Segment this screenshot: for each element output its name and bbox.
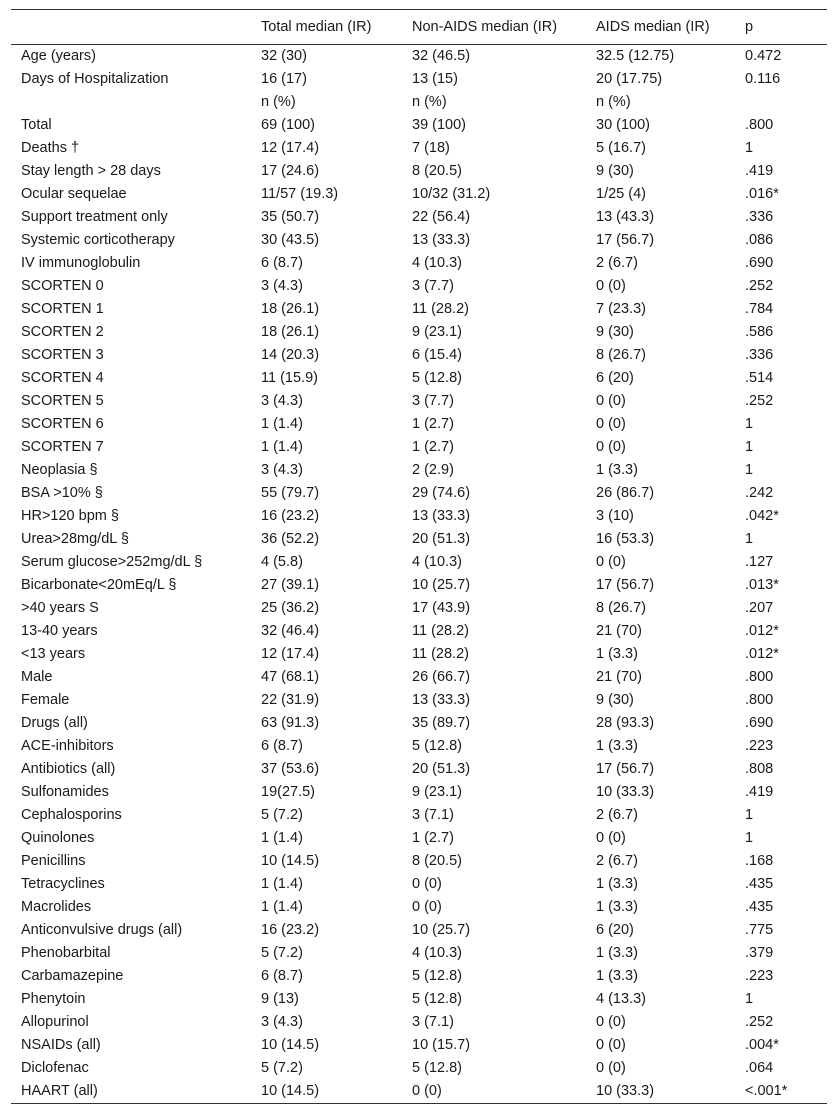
header-cell-p: p bbox=[735, 10, 827, 45]
row-label-cell: SCORTEN 3 bbox=[21, 347, 104, 363]
table-row bbox=[11, 551, 827, 574]
p-value-cell: .800 bbox=[745, 669, 774, 685]
table-row bbox=[11, 597, 827, 620]
aids-cell: 2 (6.7) bbox=[596, 853, 638, 869]
header-cell-non-aids: Non-AIDS median (IR) bbox=[402, 10, 586, 45]
p-value-cell: .379 bbox=[745, 945, 774, 961]
total-cell: 69 (100) bbox=[261, 117, 316, 133]
row-label-cell bbox=[11, 91, 251, 114]
row-label-cell: Bicarbonate<20mEq/L § bbox=[21, 577, 177, 593]
table-row bbox=[11, 712, 827, 735]
non-aids-cell: 5 (12.8) bbox=[412, 738, 462, 754]
p-value-cell: .012* bbox=[745, 623, 779, 639]
non-aids-cell: 17 (43.9) bbox=[412, 600, 471, 616]
p-value-cell: .784 bbox=[745, 301, 774, 317]
aids-cell: 0 (0) bbox=[596, 554, 626, 570]
aids-cell: 26 (86.7) bbox=[596, 485, 655, 501]
p-value-cell: .223 bbox=[745, 738, 774, 754]
total-cell: 36 (52.2) bbox=[261, 531, 320, 547]
table-row bbox=[11, 827, 827, 850]
aids-cell: 30 (100) bbox=[596, 117, 651, 133]
table-row bbox=[11, 229, 827, 252]
table-row bbox=[11, 206, 827, 229]
non-aids-cell: n (%) bbox=[412, 94, 447, 110]
non-aids-cell: 9 (23.1) bbox=[412, 324, 462, 340]
total-cell: 16 (23.2) bbox=[261, 508, 320, 524]
aids-cell: 9 (30) bbox=[596, 324, 634, 340]
non-aids-cell: 29 (74.6) bbox=[412, 485, 471, 501]
non-aids-cell: 1 (2.7) bbox=[412, 416, 454, 432]
total-cell: 32 (46.4) bbox=[261, 623, 320, 639]
non-aids-cell: 10 (25.7) bbox=[412, 922, 471, 938]
total-cell: 11/57 (19.3) bbox=[261, 186, 339, 202]
total-cell: 55 (79.7) bbox=[261, 485, 320, 501]
non-aids-cell: 4 (10.3) bbox=[412, 945, 462, 961]
total-cell: 16 (17) bbox=[261, 71, 307, 87]
p-value-cell: 1 bbox=[745, 462, 754, 478]
total-cell: 5 (7.2) bbox=[261, 945, 303, 961]
row-label-cell: Penicillins bbox=[21, 853, 86, 869]
non-aids-cell: 5 (12.8) bbox=[412, 1060, 462, 1076]
table-row bbox=[11, 390, 827, 413]
p-value-cell: .004* bbox=[745, 1037, 779, 1053]
data-table bbox=[11, 9, 827, 1104]
table-row bbox=[11, 68, 827, 91]
table-row bbox=[11, 45, 827, 69]
aids-cell: 0 (0) bbox=[596, 393, 626, 409]
aids-cell: 0 (0) bbox=[596, 439, 626, 455]
total-cell: 6 (8.7) bbox=[261, 738, 303, 754]
row-label-cell: Urea>28mg/dL § bbox=[21, 531, 129, 547]
table-row bbox=[11, 1011, 827, 1034]
aids-cell: 28 (93.3) bbox=[596, 715, 655, 731]
aids-cell: 0 (0) bbox=[596, 1037, 626, 1053]
table-row bbox=[11, 643, 827, 666]
table-row bbox=[11, 735, 827, 758]
total-cell: 10 (14.5) bbox=[261, 1037, 320, 1053]
row-label-cell: SCORTEN 7 bbox=[21, 439, 104, 455]
table-row bbox=[11, 942, 827, 965]
row-label-cell: SCORTEN 4 bbox=[21, 370, 104, 386]
p-value-cell bbox=[735, 91, 827, 114]
header-cell-total: Total median (IR) bbox=[251, 10, 402, 45]
row-label-cell: Stay length > 28 days bbox=[21, 163, 161, 179]
row-label-cell: Phenytoin bbox=[21, 991, 86, 1007]
non-aids-cell: 3 (7.7) bbox=[412, 393, 454, 409]
table-row bbox=[11, 344, 827, 367]
non-aids-cell: 3 (7.7) bbox=[412, 278, 454, 294]
table-row bbox=[11, 413, 827, 436]
total-cell: 6 (8.7) bbox=[261, 255, 303, 271]
total-cell: 11 (15.9) bbox=[261, 370, 318, 386]
row-label-cell: Deaths † bbox=[21, 140, 80, 156]
p-value-cell: .690 bbox=[745, 255, 774, 271]
table-row bbox=[11, 252, 827, 275]
aids-cell: 32.5 (12.75) bbox=[596, 48, 675, 64]
table-row bbox=[11, 183, 827, 206]
total-cell: 5 (7.2) bbox=[261, 807, 303, 823]
total-cell: 12 (17.4) bbox=[261, 140, 320, 156]
aids-cell: 2 (6.7) bbox=[596, 807, 638, 823]
table-row bbox=[11, 137, 827, 160]
total-cell: 4 (5.8) bbox=[261, 554, 303, 570]
aids-cell: 1 (3.3) bbox=[596, 945, 638, 961]
aids-cell: 9 (30) bbox=[596, 692, 634, 708]
aids-cell: 0 (0) bbox=[596, 278, 626, 294]
total-cell: n (%) bbox=[261, 94, 296, 110]
p-value-cell: .336 bbox=[745, 209, 774, 225]
table-row bbox=[11, 758, 827, 781]
non-aids-cell: 5 (12.8) bbox=[412, 370, 462, 386]
table-row bbox=[11, 804, 827, 827]
table-row bbox=[11, 873, 827, 896]
aids-cell: 6 (20) bbox=[596, 922, 634, 938]
p-value-cell: .168 bbox=[745, 853, 774, 869]
p-value-cell: .252 bbox=[745, 278, 774, 294]
p-value-cell: 0.472 bbox=[745, 48, 782, 64]
non-aids-cell: 4 (10.3) bbox=[412, 255, 462, 271]
table-row bbox=[11, 965, 827, 988]
non-aids-cell: 11 (28.2) bbox=[412, 646, 469, 662]
row-label-cell: Antibiotics (all) bbox=[21, 761, 116, 777]
row-label-cell: Quinolones bbox=[21, 830, 95, 846]
total-cell: 18 (26.1) bbox=[261, 301, 320, 317]
aids-cell: 17 (56.7) bbox=[596, 232, 655, 248]
row-label-cell: IV immunoglobulin bbox=[21, 255, 141, 271]
p-value-cell: .419 bbox=[745, 784, 774, 800]
p-value-cell: 1 bbox=[745, 416, 754, 432]
total-cell: 47 (68.1) bbox=[261, 669, 320, 685]
total-cell: 10 (14.5) bbox=[261, 853, 320, 869]
aids-cell: n (%) bbox=[596, 94, 631, 110]
row-label-cell: Drugs (all) bbox=[21, 715, 88, 731]
p-value-cell: .435 bbox=[745, 899, 774, 915]
non-aids-cell: 10 (15.7) bbox=[412, 1037, 471, 1053]
table-row bbox=[11, 275, 827, 298]
p-value-cell: .207 bbox=[745, 600, 774, 616]
row-label-cell: SCORTEN 1 bbox=[21, 301, 104, 317]
p-value-cell: .435 bbox=[745, 876, 774, 892]
aids-cell: 5 (16.7) bbox=[596, 140, 646, 156]
total-cell: 1 (1.4) bbox=[261, 876, 303, 892]
total-cell: 63 (91.3) bbox=[261, 715, 320, 731]
p-value-cell: .252 bbox=[745, 393, 774, 409]
row-label-cell: 13-40 years bbox=[21, 623, 98, 639]
p-value-cell: .016* bbox=[745, 186, 779, 202]
aids-cell: 6 (20) bbox=[596, 370, 634, 386]
row-label-cell: >40 years S bbox=[21, 600, 99, 616]
row-label-cell: Systemic corticotherapy bbox=[21, 232, 175, 248]
aids-cell: 8 (26.7) bbox=[596, 347, 646, 363]
total-cell: 3 (4.3) bbox=[261, 462, 303, 478]
non-aids-cell: 0 (0) bbox=[402, 1080, 586, 1104]
aids-cell: 8 (26.7) bbox=[596, 600, 646, 616]
row-label-cell: SCORTEN 6 bbox=[21, 416, 104, 432]
non-aids-cell: 20 (51.3) bbox=[412, 531, 471, 547]
total-cell: 1 (1.4) bbox=[261, 830, 303, 846]
aids-cell: 0 (0) bbox=[596, 830, 626, 846]
table-row bbox=[11, 988, 827, 1011]
total-cell: 3 (4.3) bbox=[261, 393, 303, 409]
aids-cell: 10 (33.3) bbox=[586, 1080, 735, 1104]
total-cell: 22 (31.9) bbox=[261, 692, 320, 708]
header-cell-aids: AIDS median (IR) bbox=[586, 10, 735, 45]
p-value-cell: 1 bbox=[745, 439, 754, 455]
row-label-cell: <13 years bbox=[21, 646, 86, 662]
p-value-cell: <.001* bbox=[735, 1080, 827, 1104]
aids-cell: 21 (70) bbox=[596, 623, 642, 639]
row-label-cell: BSA >10% § bbox=[21, 485, 103, 501]
non-aids-cell: 3 (7.1) bbox=[412, 1014, 454, 1030]
non-aids-cell: 10 (25.7) bbox=[412, 577, 471, 593]
aids-cell: 9 (30) bbox=[596, 163, 634, 179]
table-row bbox=[11, 896, 827, 919]
aids-cell: 1/25 (4) bbox=[596, 186, 646, 202]
non-aids-cell: 4 (10.3) bbox=[412, 554, 462, 570]
table-row bbox=[11, 666, 827, 689]
non-aids-cell: 32 (46.5) bbox=[412, 48, 471, 64]
aids-cell: 3 (10) bbox=[596, 508, 634, 524]
table-row bbox=[11, 781, 827, 804]
non-aids-cell: 11 (28.2) bbox=[412, 301, 469, 317]
aids-cell: 7 (23.3) bbox=[596, 301, 646, 317]
p-value-cell: 1 bbox=[745, 531, 754, 547]
non-aids-cell: 2 (2.9) bbox=[412, 462, 454, 478]
table-header bbox=[11, 10, 827, 45]
row-label-cell: SCORTEN 2 bbox=[21, 324, 104, 340]
non-aids-cell: 13 (15) bbox=[412, 71, 458, 87]
total-cell: 25 (36.2) bbox=[261, 600, 320, 616]
aids-cell: 17 (56.7) bbox=[596, 577, 655, 593]
row-label-cell: Carbamazepine bbox=[21, 968, 124, 984]
non-aids-cell: 13 (33.3) bbox=[412, 508, 471, 524]
table-row bbox=[11, 850, 827, 873]
p-value-cell: .800 bbox=[745, 692, 774, 708]
p-value-cell: .042* bbox=[745, 508, 779, 524]
table-row bbox=[11, 528, 827, 551]
p-value-cell: .586 bbox=[745, 324, 774, 340]
table-row bbox=[11, 436, 827, 459]
non-aids-cell: 39 (100) bbox=[412, 117, 467, 133]
total-cell: 3 (4.3) bbox=[261, 278, 303, 294]
aids-cell: 21 (70) bbox=[596, 669, 642, 685]
aids-cell: 0 (0) bbox=[596, 1014, 626, 1030]
row-label-cell: Anticonvulsive drugs (all) bbox=[21, 922, 183, 938]
total-cell: 14 (20.3) bbox=[261, 347, 320, 363]
p-value-cell: .064 bbox=[745, 1060, 774, 1076]
row-label-cell: Diclofenac bbox=[21, 1060, 89, 1076]
total-cell: 5 (7.2) bbox=[261, 1060, 303, 1076]
non-aids-cell: 13 (33.3) bbox=[412, 232, 471, 248]
total-cell: 16 (23.2) bbox=[261, 922, 320, 938]
total-cell: 18 (26.1) bbox=[261, 324, 320, 340]
non-aids-cell: 13 (33.3) bbox=[412, 692, 471, 708]
total-cell: 1 (1.4) bbox=[261, 439, 303, 455]
p-value-cell: 0.116 bbox=[745, 71, 781, 87]
non-aids-cell: 0 (0) bbox=[412, 899, 442, 915]
non-aids-cell: 26 (66.7) bbox=[412, 669, 471, 685]
aids-cell: 0 (0) bbox=[596, 1060, 626, 1076]
table-row bbox=[11, 160, 827, 183]
header-cell-label bbox=[11, 10, 251, 45]
data-table-container bbox=[11, 9, 827, 1104]
row-label-cell: Ocular sequelae bbox=[21, 186, 127, 202]
table-row bbox=[11, 114, 827, 137]
aids-cell: 17 (56.7) bbox=[596, 761, 655, 777]
total-cell: 19(27.5) bbox=[261, 784, 316, 800]
p-value-cell: .775 bbox=[745, 922, 774, 938]
table-body bbox=[11, 45, 827, 1104]
non-aids-cell: 6 (15.4) bbox=[412, 347, 462, 363]
table-row bbox=[11, 919, 827, 942]
total-cell: 1 (1.4) bbox=[261, 899, 303, 915]
non-aids-cell: 11 (28.2) bbox=[412, 623, 469, 639]
table-row bbox=[11, 482, 827, 505]
row-label-cell: SCORTEN 5 bbox=[21, 393, 104, 409]
row-label-cell: Tetracyclines bbox=[21, 876, 105, 892]
aids-cell: 1 (3.3) bbox=[596, 646, 638, 662]
p-value-cell: .086 bbox=[745, 232, 774, 248]
table-row bbox=[11, 689, 827, 712]
total-cell: 3 (4.3) bbox=[261, 1014, 303, 1030]
p-value-cell: .223 bbox=[745, 968, 774, 984]
non-aids-cell: 5 (12.8) bbox=[412, 991, 462, 1007]
p-value-cell: 1 bbox=[745, 991, 754, 1007]
table-row bbox=[11, 1034, 827, 1057]
non-aids-cell: 1 (2.7) bbox=[412, 439, 454, 455]
p-value-cell: .808 bbox=[745, 761, 774, 777]
non-aids-cell: 22 (56.4) bbox=[412, 209, 471, 225]
p-value-cell: .242 bbox=[745, 485, 774, 501]
row-label-cell: HR>120 bpm § bbox=[21, 508, 119, 524]
table-row bbox=[11, 620, 827, 643]
total-cell: 35 (50.7) bbox=[261, 209, 320, 225]
p-value-cell: .127 bbox=[745, 554, 774, 570]
non-aids-cell: 7 (18) bbox=[412, 140, 450, 156]
p-value-cell: 1 bbox=[745, 807, 754, 823]
row-label-cell: SCORTEN 0 bbox=[21, 278, 104, 294]
aids-cell: 13 (43.3) bbox=[596, 209, 655, 225]
non-aids-cell: 20 (51.3) bbox=[412, 761, 471, 777]
row-label-cell: ACE-inhibitors bbox=[21, 738, 114, 754]
row-label-cell: Cephalosporins bbox=[21, 807, 122, 823]
aids-cell: 0 (0) bbox=[596, 416, 626, 432]
table-row bbox=[11, 574, 827, 597]
aids-cell: 2 (6.7) bbox=[596, 255, 638, 271]
p-value-cell: .419 bbox=[745, 163, 774, 179]
aids-cell: 10 (33.3) bbox=[596, 784, 655, 800]
non-aids-cell: 9 (23.1) bbox=[412, 784, 462, 800]
table-row bbox=[11, 459, 827, 482]
row-label-cell: Male bbox=[21, 669, 53, 685]
p-value-cell: .013* bbox=[745, 577, 779, 593]
total-cell: 1 (1.4) bbox=[261, 416, 303, 432]
row-label-cell: Female bbox=[21, 692, 70, 708]
table-row bbox=[11, 1080, 827, 1104]
row-label-cell: Neoplasia § bbox=[21, 462, 98, 478]
aids-cell: 1 (3.3) bbox=[596, 876, 638, 892]
table-row bbox=[11, 91, 827, 114]
p-value-cell: .336 bbox=[745, 347, 774, 363]
table-row bbox=[11, 1057, 827, 1080]
aids-cell: 16 (53.3) bbox=[596, 531, 655, 547]
aids-cell: 20 (17.75) bbox=[596, 71, 663, 87]
table-row bbox=[11, 298, 827, 321]
total-cell: 17 (24.6) bbox=[261, 163, 320, 179]
aids-cell: 4 (13.3) bbox=[596, 991, 646, 1007]
total-cell: 32 (30) bbox=[261, 48, 307, 64]
total-cell: 10 (14.5) bbox=[251, 1080, 402, 1104]
table-row bbox=[11, 505, 827, 528]
total-cell: 6 (8.7) bbox=[261, 968, 303, 984]
total-cell: 30 (43.5) bbox=[261, 232, 320, 248]
row-label-cell: Phenobarbital bbox=[21, 945, 111, 961]
row-label-cell: Sulfonamides bbox=[21, 784, 109, 800]
row-label-cell: NSAIDs (all) bbox=[21, 1037, 101, 1053]
non-aids-cell: 35 (89.7) bbox=[412, 715, 471, 731]
row-label-cell: Total bbox=[21, 117, 52, 133]
non-aids-cell: 5 (12.8) bbox=[412, 968, 462, 984]
non-aids-cell: 3 (7.1) bbox=[412, 807, 454, 823]
row-label-cell: Support treatment only bbox=[21, 209, 168, 225]
row-label-cell: HAART (all) bbox=[11, 1080, 251, 1104]
p-value-cell: 1 bbox=[745, 830, 754, 846]
table-row bbox=[11, 367, 827, 390]
aids-cell: 1 (3.3) bbox=[596, 968, 638, 984]
table-row bbox=[11, 321, 827, 344]
aids-cell: 1 (3.3) bbox=[596, 738, 638, 754]
aids-cell: 1 (3.3) bbox=[596, 462, 638, 478]
total-cell: 27 (39.1) bbox=[261, 577, 320, 593]
non-aids-cell: 0 (0) bbox=[412, 876, 442, 892]
p-value-cell: .800 bbox=[745, 117, 774, 133]
p-value-cell: .690 bbox=[745, 715, 774, 731]
p-value-cell: .252 bbox=[745, 1014, 774, 1030]
non-aids-cell: 8 (20.5) bbox=[412, 853, 462, 869]
non-aids-cell: 10/32 (31.2) bbox=[412, 186, 491, 202]
p-value-cell: 1 bbox=[745, 140, 754, 156]
row-label-cell: Macrolides bbox=[21, 899, 92, 915]
p-value-cell: .012* bbox=[745, 646, 779, 662]
total-cell: 37 (53.6) bbox=[261, 761, 320, 777]
row-label-cell: Days of Hospitalization bbox=[21, 71, 169, 87]
aids-cell: 1 (3.3) bbox=[596, 899, 638, 915]
row-label-cell: Allopurinol bbox=[21, 1014, 89, 1030]
total-cell: 9 (13) bbox=[261, 991, 299, 1007]
total-cell: 12 (17.4) bbox=[261, 646, 320, 662]
non-aids-cell: 1 (2.7) bbox=[412, 830, 454, 846]
row-label-cell: Serum glucose>252mg/dL § bbox=[21, 554, 203, 570]
non-aids-cell: 8 (20.5) bbox=[412, 163, 462, 179]
header-row bbox=[11, 10, 827, 45]
row-label-cell: Age (years) bbox=[21, 48, 96, 64]
p-value-cell: .514 bbox=[745, 370, 774, 386]
